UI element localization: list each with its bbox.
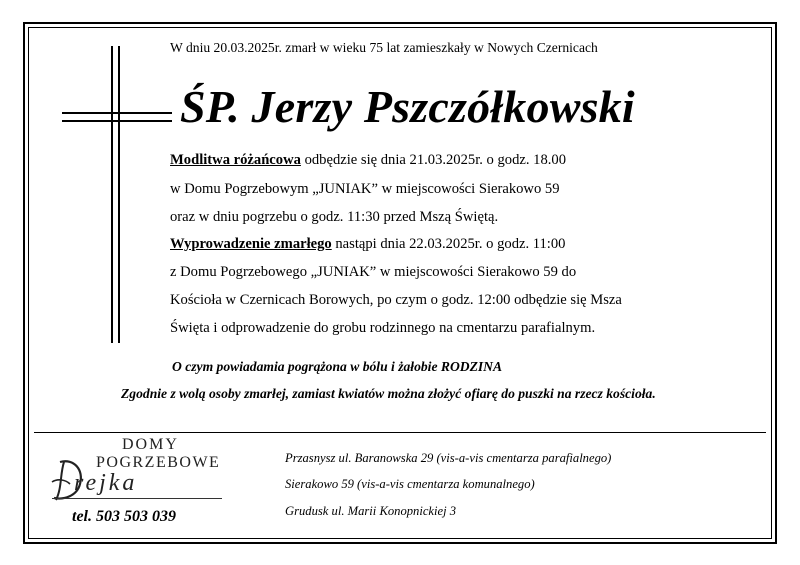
rosary-details: odbędzie się dnia 21.03.2025r. o godz. 18.00: [300, 152, 566, 168]
logo-text-rejka: rejka: [74, 470, 138, 496]
address-line: Grudusk ul. Marii Konopnickiej 3: [285, 504, 457, 518]
paragraph-line-2: w Domu Pogrzebowym „JUNIAK” w miejscowości Sierakowo 59: [170, 181, 560, 197]
deceased-name: ŚP. Jerzy Pszczółkowski: [180, 81, 635, 132]
address-line: Przasnysz ul. Baranowska 29 (vis-a-vis cmentarza parafialnego): [285, 451, 612, 465]
procession-details: nastąpi dnia 22.03.2025r. o godz. 11:00: [331, 236, 566, 252]
footer-divider: [34, 432, 766, 433]
logo-text-domy: DOMY: [122, 436, 179, 453]
rosary-line: [170, 152, 566, 169]
procession-label: Wyprowadzenie zmarłego: [170, 236, 332, 252]
procession-line: [170, 236, 565, 253]
paragraph-line-3: oraz w dniu pogrzebu o godz. 11:30 przed Mszą Świętą.: [170, 209, 499, 225]
rosary-label: Modlitwa różańcowa: [170, 152, 301, 168]
address-line: Sierakowo 59 (vis-a-vis cmentarza komunalnego): [285, 477, 535, 491]
paragraph-line-6: Kościoła w Czernicach Borowych, po czym o godz. 12:00 odbędzie się Msza: [170, 292, 622, 308]
logo-text-pogrzebowe: POGRZEBOWE: [96, 454, 221, 471]
funeral-home-logo: [50, 436, 230, 508]
phone-number: tel. 503 503 039: [72, 508, 176, 525]
intro-line: W dniu 20.03.2025r. zmarł w wieku 75 lat zamieszkały w Nowych Czernicach: [170, 40, 598, 55]
logo-underline: [52, 498, 222, 499]
family-notice: O czym powiadamia pogrążona w bólu i żałobie RODZINA: [172, 359, 503, 374]
donation-notice: Zgodnie z wolą osoby zmarłej, zamiast kwiatów można złożyć ofiarę do puszki na rzecz kościoła.: [121, 386, 656, 401]
paragraph-line-5: z Domu Pogrzebowego „JUNIAK” w miejscowości Sierakowo 59 do: [170, 264, 577, 280]
paragraph-line-7: Święta i odprowadzenie do grobu rodzinnego na cmentarzu parafialnym.: [170, 320, 596, 336]
